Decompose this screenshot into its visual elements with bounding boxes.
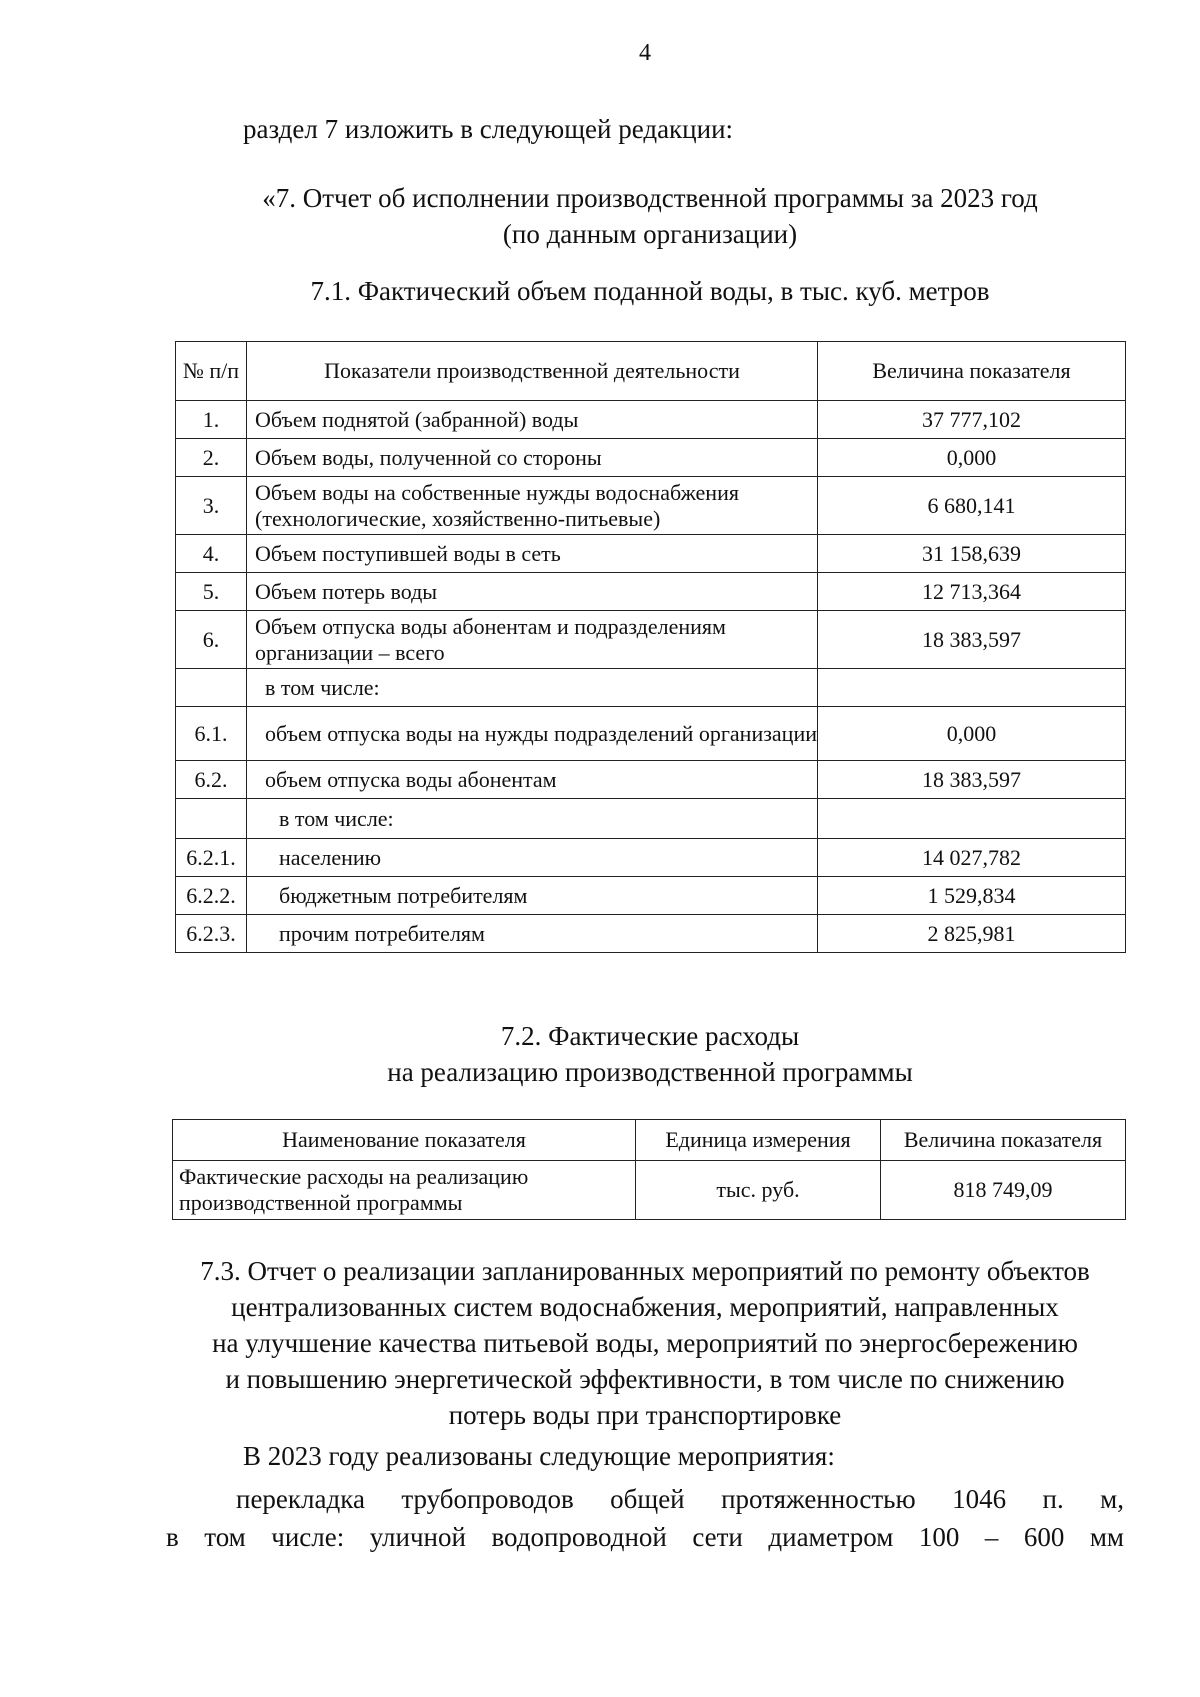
table-water-volume [175, 341, 1126, 953]
table-row [176, 611, 1126, 669]
paragraph-measures-intro: В 2023 году реализованы следующие мероприятия: [243, 1441, 835, 1471]
row-value [818, 669, 1126, 707]
row-number: 4. [176, 535, 247, 573]
row-number: 3. [176, 477, 247, 535]
row-number [176, 799, 247, 839]
row-value: 0,000 [818, 707, 1126, 761]
table-expenses [172, 1119, 1126, 1220]
table-row [176, 761, 1126, 799]
section73-title-line: на улучшение качества питьевой воды, мероприятий по энергосбережению [212, 1328, 1078, 1358]
table71-title: 7.1. Фактический объем поданной воды, в тыс. куб. метров [310, 276, 990, 306]
row-number: 1. [176, 401, 247, 439]
row-value [818, 799, 1126, 839]
section-title [200, 180, 1100, 252]
page-number: 4 [639, 40, 651, 66]
col-header-value: Величина показателя [818, 342, 1126, 401]
row-indicator: Объем отпуска воды абонентам и подразделениям организации – всего [247, 611, 818, 669]
row-indicator: Объем поступившей воды в сеть [247, 535, 818, 573]
row-number: 6.2. [176, 761, 247, 799]
expense-unit: тыс. руб. [636, 1161, 881, 1220]
row-number: 2. [176, 439, 247, 477]
row-indicator: объем отпуска воды абонентам [247, 761, 818, 799]
section73-title-line: и повышению энергетической эффективности, в том числе по снижению [225, 1364, 1065, 1394]
paragraph-line: перекладка трубопроводов общей протяженностью 1046 п. м, [236, 1484, 1124, 1514]
row-number: 6.2.1. [176, 839, 247, 877]
col-header-num: № п/п [176, 342, 247, 401]
section73-title-line: централизованных систем водоснабжения, мероприятий, направленных [231, 1292, 1059, 1322]
table72-title [200, 1018, 1100, 1090]
table-row [176, 839, 1126, 877]
expense-value: 818 749,09 [881, 1161, 1126, 1220]
col-header-indicator: Показатели производственной деятельности [247, 342, 818, 401]
row-indicator: Объем воды на собственные нужды водоснабжения (технологические, хозяйственно-питьевые) [247, 477, 818, 535]
row-number: 6.1. [176, 707, 247, 761]
table-row [176, 915, 1126, 953]
row-indicator: бюджетным потребителям [247, 877, 818, 915]
row-indicator: прочим потребителям [247, 915, 818, 953]
row-value: 37 777,102 [818, 401, 1126, 439]
row-value: 31 158,639 [818, 535, 1126, 573]
table-row [176, 707, 1126, 761]
table-row [176, 573, 1126, 611]
table71-body [176, 401, 1126, 953]
row-indicator: в том числе: [247, 799, 818, 839]
row-indicator: в том числе: [247, 669, 818, 707]
row-indicator: Объем воды, полученной со стороны [247, 439, 818, 477]
row-value: 14 027,782 [818, 839, 1126, 877]
row-value: 18 383,597 [818, 611, 1126, 669]
row-indicator: Объем поднятой (забранной) воды [247, 401, 818, 439]
row-indicator: объем отпуска воды на нужды подразделений организации [247, 707, 818, 761]
col-header-name: Наименование показателя [173, 1120, 636, 1161]
row-indicator: Объем потерь воды [247, 573, 818, 611]
row-indicator: населению [247, 839, 818, 877]
expense-name: Фактические расходы на реализацию производственной программы [173, 1161, 636, 1220]
table-row [176, 669, 1126, 707]
paragraph-measures [166, 1480, 1124, 1556]
row-number: 6.2.2. [176, 877, 247, 915]
table-row [176, 799, 1126, 839]
section73-title-line: 7.3. Отчет о реализации запланированных мероприятий по ремонту объектов [200, 1256, 1090, 1286]
intro-text: раздел 7 изложить в следующей редакции: [243, 114, 734, 144]
table-row [176, 439, 1126, 477]
row-value: 0,000 [818, 439, 1126, 477]
table-row [176, 535, 1126, 573]
table-row [176, 401, 1126, 439]
section73-title [160, 1253, 1130, 1433]
paragraph-line: в том числе: уличной водопроводной сети диаметром 100 – 600 мм [166, 1522, 1124, 1552]
table-row [176, 477, 1126, 535]
row-number: 5. [176, 573, 247, 611]
row-value: 2 825,981 [818, 915, 1126, 953]
table72-title-line: 7.2. Фактические расходы [500, 1021, 800, 1051]
table-row [173, 1161, 1126, 1220]
row-number: 6. [176, 611, 247, 669]
row-value: 1 529,834 [818, 877, 1126, 915]
col-header-unit: Единица измерения [636, 1120, 881, 1161]
table72-title-line: на реализацию производственной программы [387, 1057, 913, 1087]
row-value: 18 383,597 [818, 761, 1126, 799]
section-title-line: (по данным организации) [502, 219, 798, 249]
row-value: 6 680,141 [818, 477, 1126, 535]
row-value: 12 713,364 [818, 573, 1126, 611]
table-row [176, 877, 1126, 915]
section-title-line: «7. Отчет об исполнении производственной программы за 2023 год [262, 183, 1038, 213]
row-number [176, 669, 247, 707]
col-header-value: Величина показателя [881, 1120, 1126, 1161]
row-number: 6.2.3. [176, 915, 247, 953]
section73-title-line: потерь воды при транспортировке [448, 1400, 842, 1430]
